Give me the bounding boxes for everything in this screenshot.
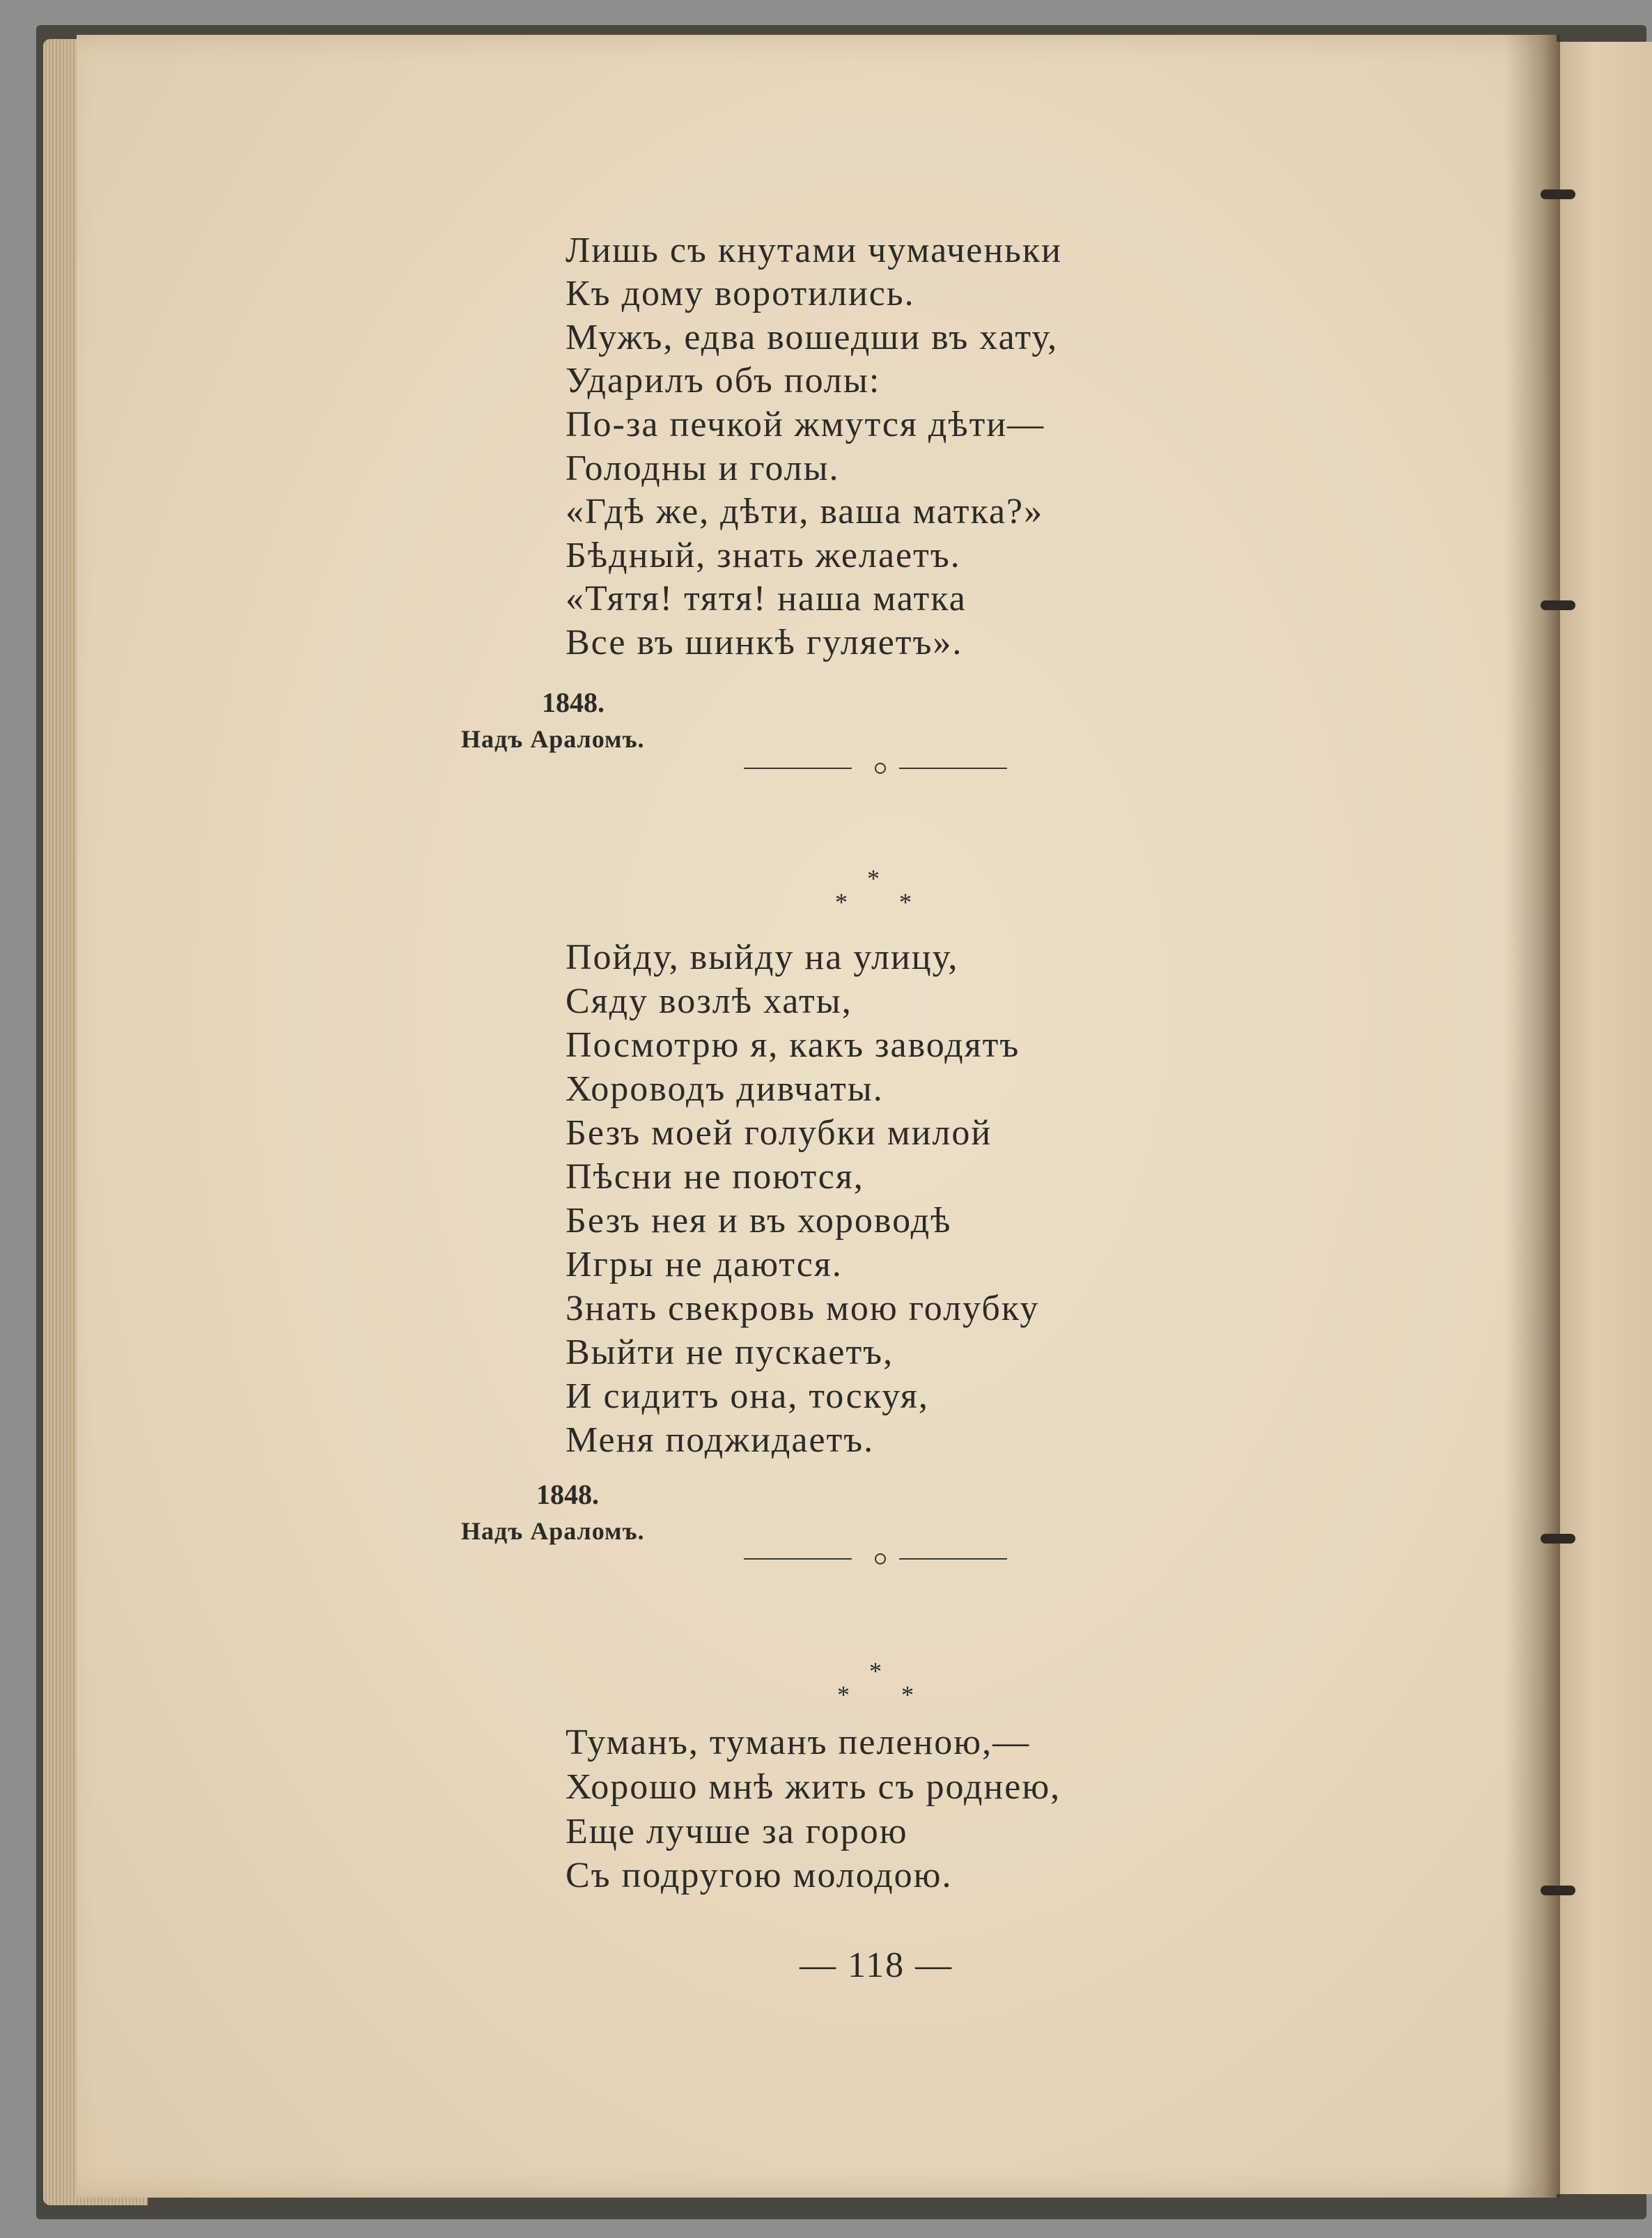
verse-line: Хорошо мнѣ жить съ роднею, bbox=[566, 1767, 1061, 1807]
verse-line: Лишь съ кнутами чумаченьки bbox=[566, 231, 1062, 270]
verse-line: «Гдѣ же, дѣти, ваша матка?» bbox=[566, 492, 1044, 531]
divider-line bbox=[899, 768, 1007, 769]
page-gutter bbox=[1504, 35, 1560, 2198]
divider-line bbox=[744, 1558, 852, 1560]
verse-line: Все въ шинкѣ гуляетъ». bbox=[566, 623, 963, 662]
poem-place: Надъ Араломъ. bbox=[461, 1517, 645, 1545]
section-divider bbox=[744, 1548, 1015, 1569]
asterism-star: * bbox=[899, 888, 912, 916]
verse-line: «Тятя! тятя! наша матка bbox=[566, 579, 967, 619]
divider-line bbox=[744, 768, 852, 769]
verse-line: Бѣдный, знать желаетъ. bbox=[566, 536, 961, 575]
verse-line: По-за печкой жмутся дѣти— bbox=[566, 405, 1045, 444]
asterism-star: * bbox=[869, 1657, 882, 1685]
binding-thread bbox=[1541, 600, 1575, 610]
divider-line bbox=[899, 1558, 1007, 1560]
verse-line: Сяду возлѣ хаты, bbox=[566, 981, 852, 1021]
verse-line: Пѣсни не поются, bbox=[566, 1157, 864, 1197]
poem-place: Надъ Араломъ. bbox=[461, 725, 645, 753]
verse-line: Игры не даются. bbox=[566, 1245, 843, 1284]
verse-line: Знать свекровь мою голубку bbox=[566, 1289, 1040, 1328]
verse-line: Къ дому воротились. bbox=[566, 274, 915, 313]
verse-line: Меня поджидаетъ. bbox=[566, 1420, 875, 1460]
verse-line: Безъ нея и въ хороводѣ bbox=[566, 1201, 952, 1241]
verse-line: Съ подругою молодою. bbox=[566, 1856, 953, 1895]
verse-line: Выйти не пускаетъ, bbox=[566, 1332, 894, 1372]
verse-line: Голодны и голы. bbox=[566, 449, 840, 488]
binding-thread bbox=[1541, 189, 1575, 199]
verse-line: Еще лучше за горою bbox=[566, 1812, 908, 1851]
binding-thread bbox=[1541, 1534, 1575, 1544]
verse-line: Туманъ, туманъ пеленою,— bbox=[566, 1723, 1031, 1762]
verse-line: И сидитъ она, тоскуя, bbox=[566, 1376, 929, 1416]
divider-circle bbox=[875, 1553, 886, 1564]
poem-date: 1848. bbox=[542, 687, 605, 718]
asterism-star: * bbox=[837, 1681, 850, 1709]
verse-line: Ударилъ объ полы: bbox=[566, 361, 881, 401]
divider-circle bbox=[875, 763, 886, 774]
asterism-star: * bbox=[901, 1681, 914, 1709]
verse-line: Посмотрю я, какъ заводятъ bbox=[566, 1025, 1020, 1065]
asterism bbox=[834, 1656, 918, 1709]
asterism bbox=[832, 864, 916, 916]
verse-line: Безъ моей голубки милой bbox=[566, 1113, 992, 1153]
asterism-star: * bbox=[835, 888, 848, 916]
verse-line: Мужъ, едва вошедши въ хату, bbox=[566, 318, 1059, 357]
binding-thread bbox=[1541, 1886, 1575, 1895]
asterism-star: * bbox=[867, 864, 880, 892]
poem-date: 1848. bbox=[536, 1479, 599, 1510]
verse-line: Пойду, выйду на улицу, bbox=[566, 938, 959, 977]
facing-page bbox=[1554, 42, 1652, 2194]
verse-line: Хороводъ дивчаты. bbox=[566, 1069, 884, 1109]
page-number: — 118 — bbox=[800, 1945, 953, 1985]
section-divider bbox=[744, 758, 1015, 779]
